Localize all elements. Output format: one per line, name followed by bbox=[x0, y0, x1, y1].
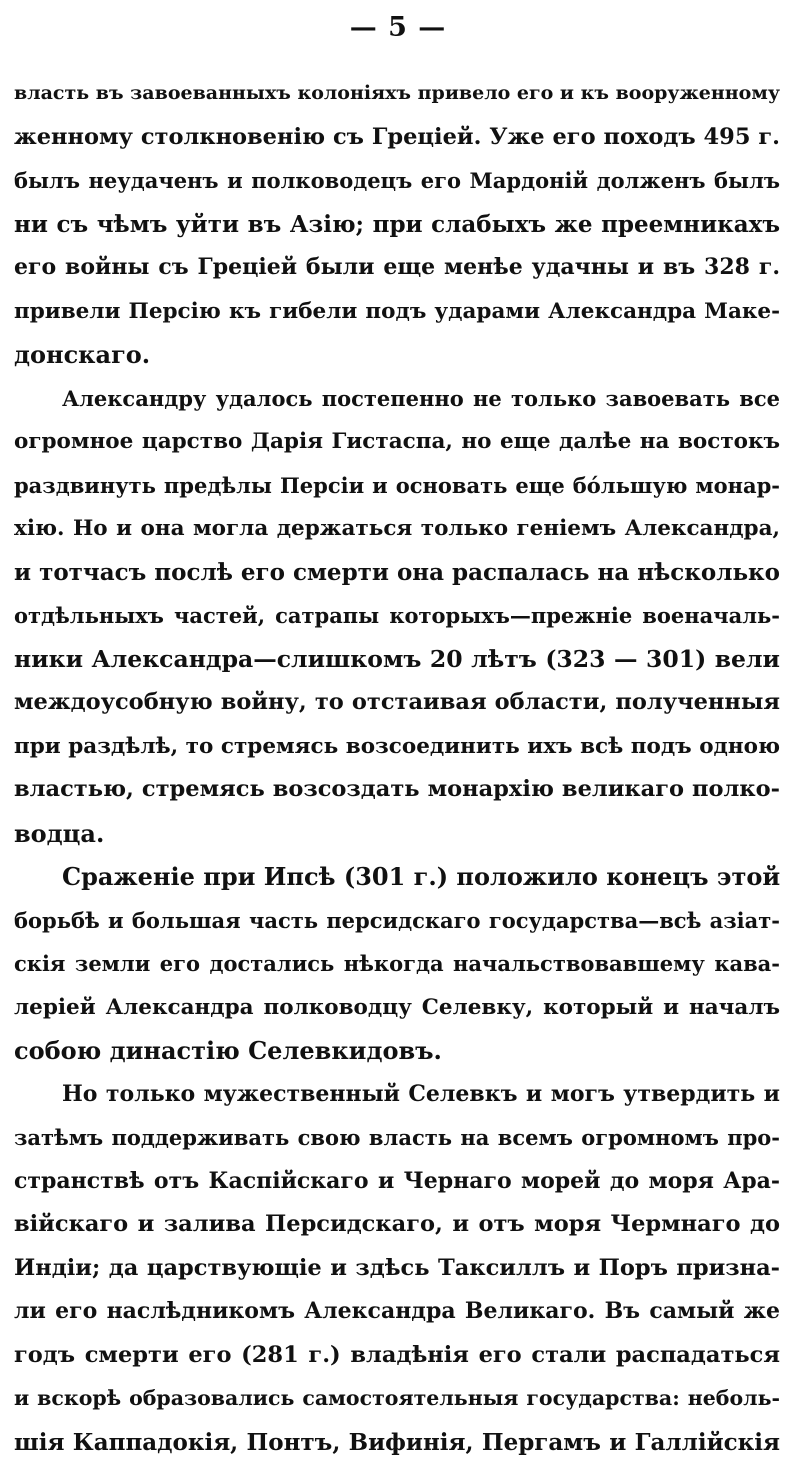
text-line: леріей Александра полководцу Селевку, который и началъ bbox=[14, 986, 780, 1030]
text-line: его войны съ Греціей были еще менѣе удачны и въ 328 г. bbox=[14, 246, 780, 290]
text-line: власть въ завоеванныхъ колоніяхъ привело его и къ вооруженному bbox=[14, 72, 780, 116]
text-line: ни съ чѣмъ уйти въ Азію; при слабыхъ же преемникахъ bbox=[14, 203, 780, 247]
text-line: скія земли его достались нѣкогда начальствовавшему кава- bbox=[14, 942, 780, 986]
text-line: війскаго и залива Персидскаго, и отъ моря Чермнаго до bbox=[14, 1203, 780, 1247]
page-number: — 5 — bbox=[0, 10, 796, 46]
text-line: донскаго. bbox=[14, 333, 780, 377]
text-line: привели Персію къ гибели подъ ударами Александра Маке- bbox=[14, 290, 780, 334]
text-line: отдѣльныхъ частей, сатрапы которыхъ—прежніе военачаль- bbox=[14, 594, 780, 638]
text-line: и тотчасъ послѣ его смерти она распалась на нѣсколько bbox=[14, 551, 780, 595]
text-line: ники Александра—слишкомъ 20 лѣтъ (323 — 301) вели bbox=[14, 638, 780, 682]
text-line: Индіи; да царствующіе и здѣсь Таксиллъ и Поръ призна- bbox=[14, 1247, 780, 1291]
text-line: хію. Но и она могла держаться только геніемъ Александра, bbox=[14, 507, 780, 551]
body-text bbox=[14, 72, 780, 1464]
text-line: ли его наслѣдникомъ Александра Великаго. Въ самый же bbox=[14, 1290, 780, 1334]
text-line: годъ смерти его (281 г.) владѣнія его стали распадаться bbox=[14, 1334, 780, 1378]
text-line: Сраженіе при Ипсѣ (301 г.) положило конецъ этой bbox=[14, 855, 780, 899]
text-line: и вскорѣ образовались самостоятельныя государства: неболь- bbox=[14, 1377, 780, 1421]
text-line: собою династію Селевкидовъ. bbox=[14, 1029, 780, 1073]
text-line: междоусобную войну, то отстаивая области, полученныя bbox=[14, 681, 780, 725]
text-line: водца. bbox=[14, 812, 780, 856]
text-line: раздвинуть предѣлы Персіи и основать еще бóльшую монар- bbox=[14, 464, 780, 508]
text-line: затѣмъ поддерживать свою власть на всемъ огромномъ про- bbox=[14, 1116, 780, 1160]
text-line: борьбѣ и большая часть персидскаго государства—всѣ азіат- bbox=[14, 899, 780, 943]
text-line: женному столкновенію съ Греціей. Уже его походъ 495 г. bbox=[14, 116, 780, 160]
text-line: шія Каппадокія, Понтъ, Вифинія, Пергамъ и Галлійскія bbox=[14, 1421, 780, 1464]
text-line: Александру удалось постепенно не только завоевать все bbox=[14, 377, 780, 421]
text-line: властью, стремясь возсоздать монархію великаго полко- bbox=[14, 768, 780, 812]
text-line: огромное царство Дарія Гистаспа, но еще далѣе на востокъ bbox=[14, 420, 780, 464]
text-line: при раздѣлѣ, то стремясь возсоединить ихъ всѣ подъ одною bbox=[14, 725, 780, 769]
text-line: странствѣ отъ Каспійскаго и Чернаго морей до моря Ара- bbox=[14, 1160, 780, 1204]
text-line: Но только мужественный Селевкъ и могъ утвердить и bbox=[14, 1073, 780, 1117]
text-line: былъ неудаченъ и полководецъ его Мардоній долженъ былъ bbox=[14, 159, 780, 203]
